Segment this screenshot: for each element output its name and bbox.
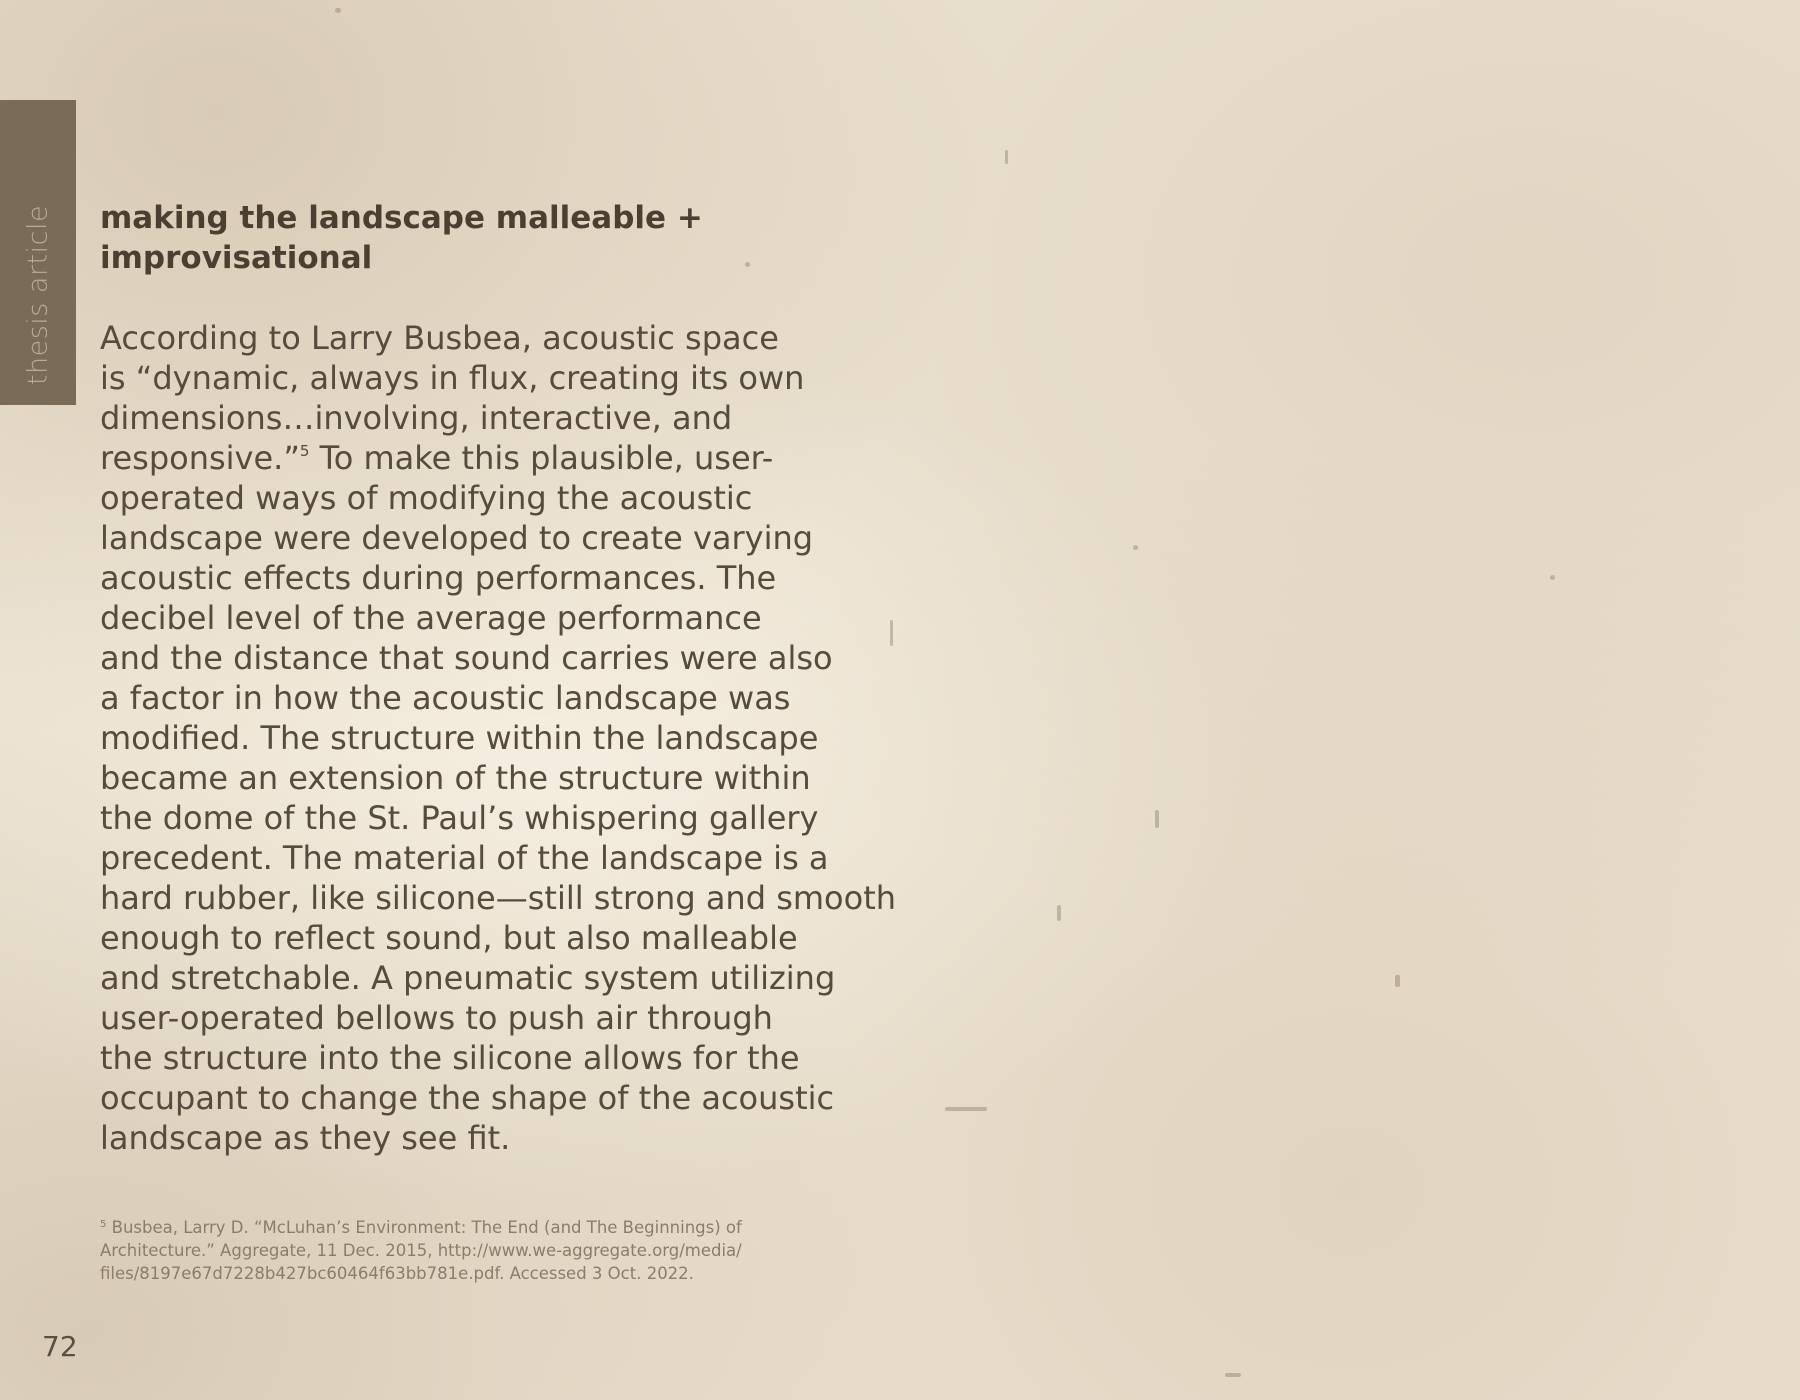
- footnote-text: Busbea, Larry D. “McLuhan’s Environment: The End (and The Beginnings) of: [106, 1218, 742, 1237]
- paper-speck: [1550, 575, 1555, 580]
- body-line: a factor in how the acoustic landscape was: [100, 679, 791, 717]
- footnote: [100, 1216, 860, 1285]
- body-line: acoustic effects during performances. The: [100, 559, 777, 597]
- paper-speck: [1133, 545, 1138, 550]
- paper-speck: [1057, 905, 1061, 921]
- body-line: modified. The structure within the landscape: [100, 719, 819, 757]
- paper-speck: [1395, 975, 1400, 987]
- article-heading: [100, 198, 720, 278]
- body-line: landscape as they see fit.: [100, 1119, 511, 1157]
- section-tab-label: thesis article: [22, 204, 54, 386]
- article-heading-line: improvisational: [100, 240, 373, 276]
- paper-speck: [1225, 1373, 1241, 1377]
- body-line-segment: To make this plausible, user-: [309, 439, 774, 477]
- body-line: the structure into the silicone allows for the: [100, 1039, 800, 1077]
- body-line: dimensions…involving, interactive, and: [100, 399, 733, 437]
- body-line: user-operated bellows to push air through: [100, 999, 773, 1037]
- paper-speck: [1005, 150, 1008, 164]
- paper-speck: [1155, 810, 1159, 828]
- body-line: decibel level of the average performance: [100, 599, 762, 637]
- body-line: precedent. The material of the landscape is a: [100, 839, 829, 877]
- body-line: enough to reflect sound, but also malleable: [100, 919, 798, 957]
- paper-speck: [945, 1107, 987, 1111]
- body-line: the dome of the St. Paul’s whispering gallery: [100, 799, 819, 837]
- paper-speck: [745, 262, 750, 267]
- footnote-line: Architecture.” Aggregate, 11 Dec. 2015, http://www.we-aggregate.org/media/: [100, 1241, 742, 1260]
- body-line: [100, 438, 900, 478]
- body-line: became an extension of the structure within: [100, 759, 811, 797]
- page-number: 72: [42, 1330, 78, 1363]
- footnote-line: [100, 1216, 860, 1239]
- body-line: hard rubber, like silicone—still strong and smooth: [100, 879, 897, 917]
- body-line: occupant to change the shape of the acoustic: [100, 1079, 835, 1117]
- body-line: landscape were developed to create varying: [100, 519, 814, 557]
- footnote-reference: 5: [299, 442, 310, 460]
- article-heading-line: making the landscape malleable +: [100, 200, 703, 236]
- footnote-line: files/8197e67d7228b427bc60464f63bb781e.pdf. Accessed 3 Oct. 2022.: [100, 1264, 694, 1283]
- body-line: and stretchable. A pneumatic system utilizing: [100, 959, 836, 997]
- paper-speck: [335, 8, 341, 13]
- body-line: According to Larry Busbea, acoustic space: [100, 319, 779, 357]
- body-line-segment: responsive.”: [100, 439, 300, 477]
- body-line: and the distance that sound carries were also: [100, 639, 833, 677]
- article-body: [100, 318, 900, 1158]
- footnote-marker: 5: [100, 1219, 107, 1230]
- body-line: operated ways of modifying the acoustic: [100, 479, 753, 517]
- body-line: is “dynamic, always in flux, creating its own: [100, 359, 805, 397]
